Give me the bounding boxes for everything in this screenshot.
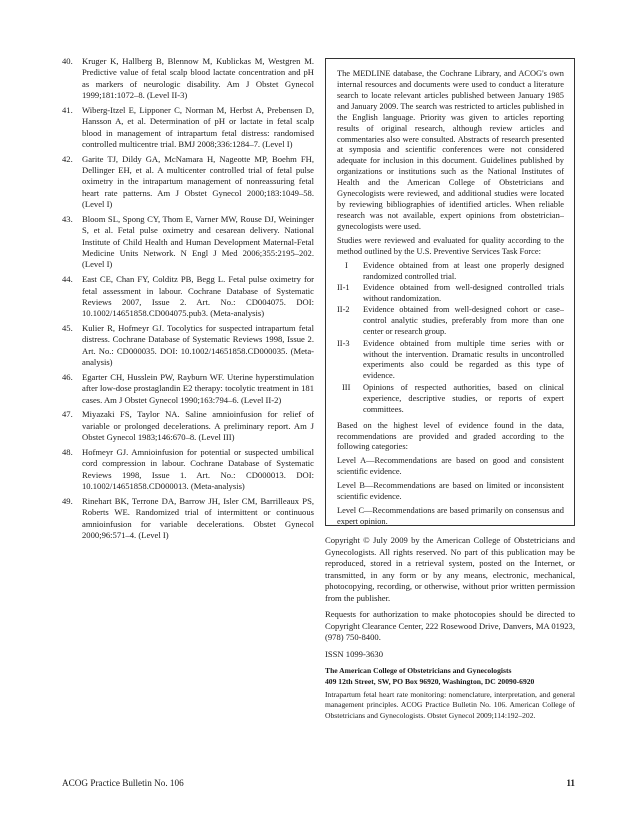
reference-text: Hofmeyr GJ. Amnioinfusion for potential or suspected umbilical cord compression in labour. Cochrane Database of Systematic Reviews 1998, Issue 1. Art. No.: CD000013. DOI: 10.1002/14651858.CD000013. (Meta-analysis) (82, 447, 314, 492)
evidence-levels (337, 261, 564, 416)
studies-intro: Studies were reviewed and evaluated for quality according to the method outlined by the U.S. Preventive Services Task Force: (337, 235, 564, 256)
methods-box (325, 58, 575, 526)
reference-text: Kulier R, Hofmeyr GJ. Tocolytics for suspected intrapartum fetal distress. Cochrane Database of Systematic Reviews 1998, Issue 2. Art. No.: CD000035. DOI: 10.1002/14651858.CD000035. (Meta-analysis) (82, 323, 314, 368)
reference-item (62, 409, 314, 443)
grading-intro: Based on the highest level of evidence found in the data, recommendations are provided and graded according to the following categories: (337, 420, 564, 452)
methods-intro: The MEDLINE database, the Cochrane Library, and ACOG's own internal resources and documents were used to conduct a literature search to locate relevant articles published between January 1985 and January 2009. The search was restricted to articles published in the English language. Priority was given to articles reporting results of original research, although review articles and commentaries also were consulted. Abstracts of research presented at symposia and scientific conferences were not considered adequate for inclusion in this document. Guidelines published by organizations or institutions such as the National Institutes of Health and the American College of Obstetricians and Gynecologists were reviewed, and additional studies were located by reviewing bibliographies of identified articles. When reliable research was not available, expert opinions from obstetrician–gynecologists were used. (337, 69, 564, 231)
reference-item (62, 274, 314, 319)
footer-title: ACOG Practice Bulletin No. 106 (62, 778, 184, 788)
evidence-level-text: Opinions of respected authorities, based on clinical experience, descriptive studies, or reports of expert committees. (363, 382, 564, 414)
reference-text: East CE, Chan FY, Colditz PB, Begg L. Fetal pulse oximetry for fetal assessment in labour. Cochrane Database of Systematic Reviews 2007, Issue 2. Art. No.: CD004075. DOI: 10.1002/14651858.CD004075.pub3. (Meta-analysis) (82, 274, 314, 319)
reference-item (62, 56, 314, 101)
reference-number: 49. (62, 495, 73, 506)
copyright-section (325, 535, 575, 726)
page-number: 11 (566, 778, 575, 788)
evidence-level-code: I (345, 260, 348, 270)
photocopy-requests: Requests for authorization to make photocopies should be directed to Copyright Clearance Center, 222 Rosewood Drive, Danvers, MA 01923, (978) 750-8400. (325, 609, 575, 643)
reference-number: 48. (62, 447, 73, 457)
evidence-level (337, 383, 564, 416)
publisher-name: The American College of Obstetricians and Gynecologists (325, 666, 512, 676)
reference-item (62, 105, 314, 150)
reference-item (62, 447, 314, 492)
level-b-recommendation: Level B—Recommendations are based on limited or inconsistent scientific evidence. (337, 481, 564, 502)
reference-number: 47. (62, 409, 73, 420)
page-footer (62, 778, 575, 788)
reference-number: 43. (62, 213, 73, 224)
reference-item (62, 154, 314, 211)
reference-item (62, 214, 314, 271)
evidence-level-text: Evidence obtained from at least one properly designed randomized controlled trial. (363, 260, 564, 281)
reference-number: 40. (62, 56, 73, 66)
reference-text: Bloom SL, Spong CY, Thom E, Varner MW, Rouse DJ, Weininger S, et al. Fetal pulse oximetry and cesarean delivery. National Institute of Child Health and Human Development Maternal-Fetal Medicine Units Network. N Engl J Med 2006;355:2195–202. (Level I) (82, 213, 314, 270)
reference-number: 41. (62, 104, 73, 115)
evidence-level (337, 283, 564, 305)
reference-text: Garite TJ, Dildy GA, McNamara H, Nageotte MP, Boehm FH, Dellinger EH, et al. A multicenter controlled trial of fetal pulse oximetry in the intrapartum management of nonreassuring fetal heart rate patterns. Am J Obstet Gynecol 2000;183:1049–58. (Level I) (82, 153, 314, 210)
reference-item (62, 323, 314, 368)
level-a-recommendation: Level A—Recommendations are based on good and consistent scientific evidence. (337, 456, 564, 477)
reference-number: 45. (62, 323, 73, 334)
reference-text: Wiberg-Itzel E, Lipponer C, Norman M, Herbst A, Prebensen D, Hansson A, et al. Determination of pH or lactate in fetal scalp blood in management of intrapartum fetal distress: randomised controlled multicentre trial. BMJ 2008;336:1284–7. (Level I) (82, 104, 314, 149)
reference-item (62, 496, 314, 541)
evidence-level (337, 339, 564, 383)
reference-number: 44. (62, 274, 73, 285)
evidence-level-code: II-2 (337, 305, 350, 315)
reference-text: Rinehart BK, Terrone DA, Barrow JH, Isler CM, Barrilleaux PS, Roberts WE. Randomized trial of intermittent or continuous amnioinfusion for variable decelerations. Obstet Gynecol 2000;96:571–4. (Level I) (82, 495, 314, 540)
evidence-level-text: Evidence obtained from well-designed controlled trials without randomization. (363, 283, 564, 303)
level-c-recommendation: Level C—Recommendations are based primarily on consensus and expert opinion. (337, 506, 564, 526)
reference-list (62, 56, 314, 545)
evidence-level (337, 261, 564, 283)
publisher-address: 409 12th Street, SW, PO Box 96920, Washington, DC 20090-6920 (325, 677, 535, 687)
reference-text: Egarter CH, Husslein PW, Rayburn WF. Uterine hyperstimulation after low-dose prostaglandin E2 therapy: tocolytic treatment in 181 cases. Am J Obstet Gynecol 1990;163:794–6. (Level II-2) (82, 371, 314, 405)
evidence-level (337, 305, 564, 338)
evidence-level-code: II-3 (337, 338, 350, 348)
reference-item (62, 372, 314, 406)
evidence-level-code: III (342, 382, 351, 392)
evidence-level-code: II-1 (337, 283, 350, 293)
citation: Intrapartum fetal heart rate monitoring: nomenclature, interpretation, and general management principles. ACOG Practice Bulletin No. 106. American College of Obstetricians and Gynecologists. Obstet Gynecol 2009;114:192–202. (325, 690, 575, 720)
reference-number: 46. (62, 371, 73, 382)
evidence-level-text: Evidence obtained from multiple time series with or without the intervention. Dramatic results in uncontrolled experiments also could be regarded as this type of evidence. (363, 338, 564, 381)
reference-text: Kruger K, Hallberg B, Blennow M, Kublickas M, Westgren M. Predictive value of fetal scalp blood lactate concentration and pH as markers of neurologic disability. Am J Obstet Gynecol 1999;181:1072–8. (Level II-3) (82, 56, 314, 101)
issn: ISSN 1099-3630 (325, 648, 384, 659)
evidence-level-text: Evidence obtained from well-designed cohort or case–control analytic studies, preferably from more than one center or research group. (363, 305, 564, 337)
reference-text: Miyazaki FS, Taylor NA. Saline amnioinfusion for relief of variable or prolonged decelerations. A preliminary report. Am J Obstet Gynecol 1983;146:670–8. (Level III) (82, 409, 314, 443)
reference-number: 42. (62, 153, 73, 164)
copyright-notice: Copyright © July 2009 by the American College of Obstetricians and Gynecologists. All rights reserved. No part of this publication may be reproduced, stored in a retrieval system, posted on the Internet, or transmitted, in any form or by any means, electronic, mechanical, photocopying, recording, or otherwise, without prior written permission from the publisher. (325, 535, 575, 603)
